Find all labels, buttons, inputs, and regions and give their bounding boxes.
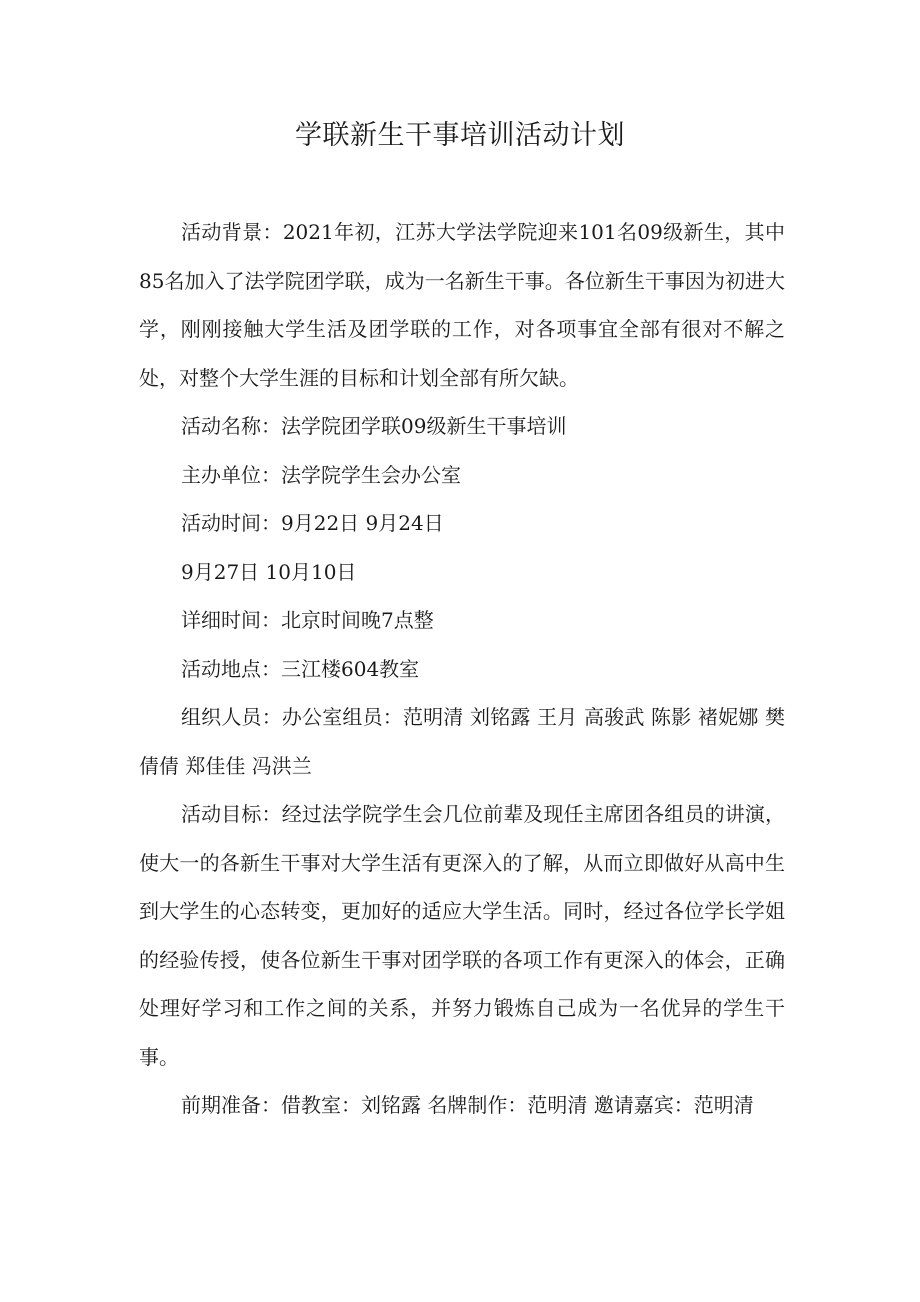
paragraph-preparation: 前期准备：借教室：刘铭露 名牌制作：范明清 邀请嘉宾：范明清 (181, 1093, 754, 1117)
document-body (139, 208, 785, 1130)
paragraph-activity-time: 活动时间：9月22日 9月24日 (181, 511, 444, 535)
paragraph-organizer: 主办单位：法学院学生会办公室 (181, 462, 461, 487)
paragraph-background: 活动背景：2021年初，江苏大学法学院迎来101名09级新生，其中85名加入了法学院团学联，成为一名新生干事。各位新生干事因为初进大学，刚刚接触大学生活及团学联的工作，对各项事宜全部有很对不解之处，对整个大学生涯的目标和计划全部有所欠缺。 (139, 220, 785, 390)
document-title: 学联新生干事培训活动计划 (295, 120, 625, 151)
paragraph-detailed-time: 详细时间：北京时间晚7点整 (181, 608, 434, 632)
paragraph-staff: 组织人员：办公室组员：范明清 刘铭露 王月 高骏武 陈影 褚妮娜 樊倩倩 郑佳佳 冯洪兰 (139, 705, 785, 778)
paragraph-activity-name: 活动名称：法学院团学联09级新生干事培训 (181, 414, 567, 438)
paragraph-activity-time-continued: 9月27日 10月10日 (181, 559, 357, 584)
paragraph-location: 活动地点：三江楼604教室 (181, 656, 420, 681)
paragraph-goals: 活动目标：经过法学院学生会几位前辈及现任主席团各组员的讲演，使大一的各新生干事对大学生活有更深入的了解，从而立即做好从高中生到大学生的心态转变，更加好的适应大学生活。同时，经过各位学长学姐的经验传授，使各位新生干事对团学联的各项工作有更深入的体会，正确处理好学习和工作之间的关系，并努力锻炼自己成为一名优异的学生干事。 (139, 802, 785, 1069)
